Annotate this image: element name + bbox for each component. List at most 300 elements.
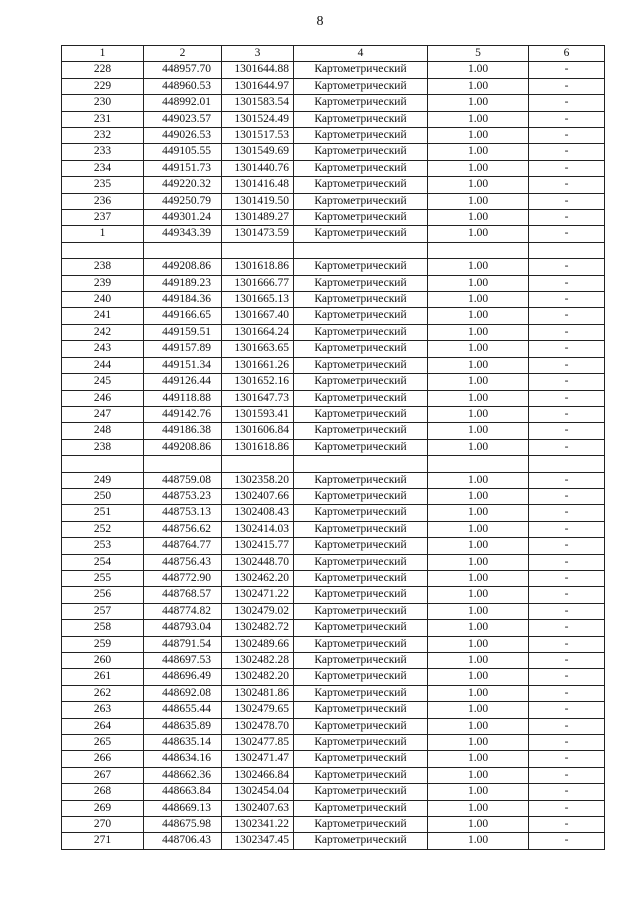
x-coordinate-cell: 448706.43 — [144, 833, 222, 849]
x-coordinate-cell: 449208.86 — [144, 439, 222, 455]
y-coordinate-cell: 1302482.72 — [222, 620, 294, 636]
method-cell — [294, 456, 428, 472]
point-number-cell: 239 — [62, 275, 144, 291]
point-number-cell: 235 — [62, 177, 144, 193]
table-row — [62, 406, 605, 422]
accuracy-cell: 1.00 — [428, 259, 529, 275]
y-coordinate-cell: 1301664.24 — [222, 324, 294, 340]
method-cell: Картометрический — [294, 210, 428, 226]
y-coordinate-cell: 1302407.66 — [222, 488, 294, 504]
table-row — [62, 817, 605, 833]
x-coordinate-cell: 449301.24 — [144, 210, 222, 226]
note-cell: - — [529, 292, 605, 308]
method-cell: Картометрический — [294, 308, 428, 324]
method-cell: Картометрический — [294, 111, 428, 127]
table-row — [62, 587, 605, 603]
y-coordinate-cell: 1302358.20 — [222, 472, 294, 488]
table-row — [62, 800, 605, 816]
method-cell: Картометрический — [294, 78, 428, 94]
x-coordinate-cell: 448697.53 — [144, 653, 222, 669]
x-coordinate-cell: 449026.53 — [144, 128, 222, 144]
note-cell: - — [529, 259, 605, 275]
method-cell: Картометрический — [294, 538, 428, 554]
method-cell: Картометрический — [294, 653, 428, 669]
y-coordinate-cell: 1302408.43 — [222, 505, 294, 521]
point-number-cell: 262 — [62, 685, 144, 701]
table-row — [62, 472, 605, 488]
x-coordinate-cell: 448768.57 — [144, 587, 222, 603]
note-cell: - — [529, 160, 605, 176]
column-header-1: 1 — [62, 46, 144, 62]
note-cell: - — [529, 62, 605, 78]
accuracy-cell: 1.00 — [428, 160, 529, 176]
column-header-5: 5 — [428, 46, 529, 62]
point-number-cell: 267 — [62, 767, 144, 783]
table-row — [62, 78, 605, 94]
note-cell: - — [529, 833, 605, 849]
note-cell: - — [529, 193, 605, 209]
table-row — [62, 341, 605, 357]
note-cell: - — [529, 275, 605, 291]
accuracy-cell: 1.00 — [428, 800, 529, 816]
table-row — [62, 702, 605, 718]
table-row — [62, 390, 605, 406]
method-cell: Картометрический — [294, 603, 428, 619]
method-cell: Картометрический — [294, 292, 428, 308]
table-row — [62, 128, 605, 144]
table-row — [62, 95, 605, 111]
table-row — [62, 144, 605, 160]
point-number-cell: 236 — [62, 193, 144, 209]
y-coordinate-cell: 1302415.77 — [222, 538, 294, 554]
accuracy-cell: 1.00 — [428, 817, 529, 833]
note-cell: - — [529, 653, 605, 669]
table-row — [62, 292, 605, 308]
y-coordinate-cell: 1302481.86 — [222, 685, 294, 701]
accuracy-cell: 1.00 — [428, 78, 529, 94]
accuracy-cell — [428, 242, 529, 258]
note-cell: - — [529, 390, 605, 406]
note-cell: - — [529, 177, 605, 193]
column-header-3: 3 — [222, 46, 294, 62]
method-cell: Картометрический — [294, 275, 428, 291]
method-cell: Картометрический — [294, 505, 428, 521]
method-cell: Картометрический — [294, 620, 428, 636]
x-coordinate-cell: 448992.01 — [144, 95, 222, 111]
note-cell: - — [529, 620, 605, 636]
accuracy-cell: 1.00 — [428, 521, 529, 537]
method-cell: Картометрический — [294, 488, 428, 504]
page-number: 8 — [316, 14, 324, 29]
note-cell: - — [529, 128, 605, 144]
point-number-cell: 252 — [62, 521, 144, 537]
y-coordinate-cell: 1302479.65 — [222, 702, 294, 718]
x-coordinate-cell: 448753.13 — [144, 505, 222, 521]
note-cell: - — [529, 702, 605, 718]
point-number-cell: 232 — [62, 128, 144, 144]
method-cell: Картометрический — [294, 374, 428, 390]
y-coordinate-cell: 1302482.20 — [222, 669, 294, 685]
coordinates-table — [61, 45, 605, 850]
x-coordinate-cell — [144, 456, 222, 472]
x-coordinate-cell: 449186.38 — [144, 423, 222, 439]
point-number-cell: 249 — [62, 472, 144, 488]
method-cell: Картометрический — [294, 800, 428, 816]
accuracy-cell: 1.00 — [428, 702, 529, 718]
x-coordinate-cell: 448635.14 — [144, 735, 222, 751]
note-cell: - — [529, 735, 605, 751]
method-cell: Картометрический — [294, 636, 428, 652]
accuracy-cell: 1.00 — [428, 324, 529, 340]
point-number-cell: 245 — [62, 374, 144, 390]
note-cell: - — [529, 324, 605, 340]
y-coordinate-cell: 1301489.27 — [222, 210, 294, 226]
y-coordinate-cell: 1301647.73 — [222, 390, 294, 406]
point-number-cell: 258 — [62, 620, 144, 636]
method-cell: Картометрический — [294, 193, 428, 209]
method-cell: Картометрический — [294, 702, 428, 718]
table-row — [62, 226, 605, 242]
y-coordinate-cell: 1302471.22 — [222, 587, 294, 603]
y-coordinate-cell: 1302482.28 — [222, 653, 294, 669]
x-coordinate-cell: 448692.08 — [144, 685, 222, 701]
method-cell: Картометрический — [294, 62, 428, 78]
accuracy-cell: 1.00 — [428, 308, 529, 324]
method-cell: Картометрический — [294, 259, 428, 275]
point-number-cell: 269 — [62, 800, 144, 816]
column-header-2: 2 — [144, 46, 222, 62]
y-coordinate-cell: 1301419.50 — [222, 193, 294, 209]
method-cell: Картометрический — [294, 669, 428, 685]
note-cell: - — [529, 308, 605, 324]
method-cell: Картометрический — [294, 390, 428, 406]
accuracy-cell: 1.00 — [428, 439, 529, 455]
y-coordinate-cell: 1301524.49 — [222, 111, 294, 127]
table-row — [62, 193, 605, 209]
note-cell: - — [529, 521, 605, 537]
y-coordinate-cell — [222, 456, 294, 472]
point-number-cell: 263 — [62, 702, 144, 718]
accuracy-cell: 1.00 — [428, 226, 529, 242]
note-cell: - — [529, 784, 605, 800]
x-coordinate-cell: 448756.62 — [144, 521, 222, 537]
note-cell: - — [529, 210, 605, 226]
x-coordinate-cell: 449189.23 — [144, 275, 222, 291]
note-cell: - — [529, 226, 605, 242]
y-coordinate-cell: 1301666.77 — [222, 275, 294, 291]
point-number-cell: 247 — [62, 406, 144, 422]
y-coordinate-cell: 1302479.02 — [222, 603, 294, 619]
y-coordinate-cell: 1301593.41 — [222, 406, 294, 422]
note-cell: - — [529, 472, 605, 488]
accuracy-cell: 1.00 — [428, 587, 529, 603]
point-number-cell: 240 — [62, 292, 144, 308]
method-cell: Картометрический — [294, 439, 428, 455]
point-number-cell: 234 — [62, 160, 144, 176]
accuracy-cell — [428, 456, 529, 472]
point-number-cell: 228 — [62, 62, 144, 78]
point-number-cell: 253 — [62, 538, 144, 554]
method-cell: Картометрический — [294, 718, 428, 734]
note-cell: - — [529, 111, 605, 127]
note-cell: - — [529, 767, 605, 783]
point-number-cell: 257 — [62, 603, 144, 619]
accuracy-cell: 1.00 — [428, 784, 529, 800]
accuracy-cell: 1.00 — [428, 177, 529, 193]
table-row — [62, 439, 605, 455]
method-cell — [294, 242, 428, 258]
y-coordinate-cell: 1301644.97 — [222, 78, 294, 94]
accuracy-cell: 1.00 — [428, 423, 529, 439]
note-cell — [529, 456, 605, 472]
table-row — [62, 160, 605, 176]
x-coordinate-cell: 448960.53 — [144, 78, 222, 94]
x-coordinate-cell: 449166.65 — [144, 308, 222, 324]
accuracy-cell: 1.00 — [428, 357, 529, 373]
x-coordinate-cell: 448655.44 — [144, 702, 222, 718]
note-cell: - — [529, 685, 605, 701]
accuracy-cell: 1.00 — [428, 505, 529, 521]
table-body — [62, 62, 605, 849]
method-cell: Картометрический — [294, 160, 428, 176]
note-cell: - — [529, 78, 605, 94]
table-row — [62, 275, 605, 291]
method-cell: Картометрический — [294, 324, 428, 340]
note-cell: - — [529, 406, 605, 422]
point-number-cell: 230 — [62, 95, 144, 111]
note-cell: - — [529, 669, 605, 685]
point-number-cell: 243 — [62, 341, 144, 357]
method-cell: Картометрический — [294, 226, 428, 242]
table-row — [62, 735, 605, 751]
note-cell: - — [529, 357, 605, 373]
point-number-cell: 259 — [62, 636, 144, 652]
table-row — [62, 423, 605, 439]
x-coordinate-cell: 449208.86 — [144, 259, 222, 275]
x-coordinate-cell: 449343.39 — [144, 226, 222, 242]
method-cell: Картометрический — [294, 784, 428, 800]
table-row — [62, 570, 605, 586]
y-coordinate-cell: 1302407.63 — [222, 800, 294, 816]
y-coordinate-cell: 1301583.54 — [222, 95, 294, 111]
accuracy-cell: 1.00 — [428, 767, 529, 783]
y-coordinate-cell: 1302462.20 — [222, 570, 294, 586]
point-number-cell: 264 — [62, 718, 144, 734]
y-coordinate-cell: 1301652.16 — [222, 374, 294, 390]
point-number-cell: 260 — [62, 653, 144, 669]
note-cell: - — [529, 718, 605, 734]
note-cell: - — [529, 570, 605, 586]
accuracy-cell: 1.00 — [428, 538, 529, 554]
point-number-cell: 266 — [62, 751, 144, 767]
point-number-cell: 231 — [62, 111, 144, 127]
method-cell: Картометрический — [294, 587, 428, 603]
point-number-cell: 1 — [62, 226, 144, 242]
accuracy-cell: 1.00 — [428, 570, 529, 586]
accuracy-cell: 1.00 — [428, 472, 529, 488]
accuracy-cell: 1.00 — [428, 636, 529, 652]
x-coordinate-cell: 448759.08 — [144, 472, 222, 488]
accuracy-cell: 1.00 — [428, 833, 529, 849]
column-header-6: 6 — [529, 46, 605, 62]
accuracy-cell: 1.00 — [428, 751, 529, 767]
method-cell: Картометрический — [294, 177, 428, 193]
y-coordinate-cell: 1301667.40 — [222, 308, 294, 324]
table-row — [62, 620, 605, 636]
x-coordinate-cell — [144, 242, 222, 258]
table-row — [62, 554, 605, 570]
y-coordinate-cell: 1302478.70 — [222, 718, 294, 734]
y-coordinate-cell: 1301663.65 — [222, 341, 294, 357]
point-number-cell: 238 — [62, 259, 144, 275]
note-cell: - — [529, 817, 605, 833]
note-cell: - — [529, 95, 605, 111]
x-coordinate-cell: 449126.44 — [144, 374, 222, 390]
point-number-cell: 255 — [62, 570, 144, 586]
accuracy-cell: 1.00 — [428, 653, 529, 669]
point-number-cell: 248 — [62, 423, 144, 439]
point-number-cell: 256 — [62, 587, 144, 603]
note-cell: - — [529, 439, 605, 455]
note-cell: - — [529, 423, 605, 439]
table-row — [62, 685, 605, 701]
accuracy-cell: 1.00 — [428, 62, 529, 78]
table-row — [62, 521, 605, 537]
accuracy-cell: 1.00 — [428, 488, 529, 504]
accuracy-cell: 1.00 — [428, 669, 529, 685]
table-row — [62, 784, 605, 800]
note-cell: - — [529, 538, 605, 554]
point-number-cell: 229 — [62, 78, 144, 94]
x-coordinate-cell: 448791.54 — [144, 636, 222, 652]
point-number-cell: 242 — [62, 324, 144, 340]
y-coordinate-cell: 1301618.86 — [222, 259, 294, 275]
table-row — [62, 653, 605, 669]
method-cell: Картометрический — [294, 751, 428, 767]
method-cell: Картометрический — [294, 128, 428, 144]
x-coordinate-cell: 448675.98 — [144, 817, 222, 833]
x-coordinate-cell: 449220.32 — [144, 177, 222, 193]
table-row — [62, 488, 605, 504]
note-cell — [529, 242, 605, 258]
y-coordinate-cell: 1302454.04 — [222, 784, 294, 800]
accuracy-cell: 1.00 — [428, 128, 529, 144]
table-row — [62, 669, 605, 685]
accuracy-cell: 1.00 — [428, 210, 529, 226]
table-row — [62, 308, 605, 324]
y-coordinate-cell: 1302477.85 — [222, 735, 294, 751]
accuracy-cell: 1.00 — [428, 554, 529, 570]
y-coordinate-cell: 1301644.88 — [222, 62, 294, 78]
point-number-cell: 237 — [62, 210, 144, 226]
x-coordinate-cell: 449142.76 — [144, 406, 222, 422]
method-cell: Картометрический — [294, 767, 428, 783]
y-coordinate-cell: 1302489.66 — [222, 636, 294, 652]
x-coordinate-cell: 448635.89 — [144, 718, 222, 734]
column-header-4: 4 — [294, 46, 428, 62]
point-number-cell: 261 — [62, 669, 144, 685]
note-cell: - — [529, 374, 605, 390]
accuracy-cell: 1.00 — [428, 193, 529, 209]
x-coordinate-cell: 448756.43 — [144, 554, 222, 570]
table-row — [62, 767, 605, 783]
x-coordinate-cell: 448774.82 — [144, 603, 222, 619]
method-cell: Картометрический — [294, 685, 428, 701]
y-coordinate-cell: 1301665.13 — [222, 292, 294, 308]
table-row — [62, 357, 605, 373]
table-row — [62, 177, 605, 193]
x-coordinate-cell: 449250.79 — [144, 193, 222, 209]
method-cell: Картометрический — [294, 521, 428, 537]
point-number-cell: 254 — [62, 554, 144, 570]
table-row — [62, 242, 605, 258]
table-row — [62, 603, 605, 619]
x-coordinate-cell: 448663.84 — [144, 784, 222, 800]
table-header-row — [62, 46, 605, 62]
method-cell: Картометрический — [294, 817, 428, 833]
y-coordinate-cell: 1301606.84 — [222, 423, 294, 439]
x-coordinate-cell: 448696.49 — [144, 669, 222, 685]
y-coordinate-cell: 1301549.69 — [222, 144, 294, 160]
y-coordinate-cell: 1302347.45 — [222, 833, 294, 849]
method-cell: Картометрический — [294, 735, 428, 751]
x-coordinate-cell: 448634.16 — [144, 751, 222, 767]
table-row — [62, 374, 605, 390]
note-cell: - — [529, 636, 605, 652]
point-number-cell: 265 — [62, 735, 144, 751]
point-number-cell: 268 — [62, 784, 144, 800]
table-row — [62, 210, 605, 226]
x-coordinate-cell: 448753.23 — [144, 488, 222, 504]
note-cell: - — [529, 488, 605, 504]
y-coordinate-cell: 1301440.76 — [222, 160, 294, 176]
y-coordinate-cell — [222, 242, 294, 258]
method-cell: Картометрический — [294, 144, 428, 160]
table-row — [62, 636, 605, 652]
point-number-cell — [62, 456, 144, 472]
table-row — [62, 62, 605, 78]
accuracy-cell: 1.00 — [428, 685, 529, 701]
accuracy-cell: 1.00 — [428, 111, 529, 127]
x-coordinate-cell: 449151.73 — [144, 160, 222, 176]
x-coordinate-cell: 448793.04 — [144, 620, 222, 636]
point-number-cell: 251 — [62, 505, 144, 521]
x-coordinate-cell: 448764.77 — [144, 538, 222, 554]
accuracy-cell: 1.00 — [428, 406, 529, 422]
note-cell: - — [529, 800, 605, 816]
note-cell: - — [529, 587, 605, 603]
table-row — [62, 505, 605, 521]
accuracy-cell: 1.00 — [428, 735, 529, 751]
method-cell: Картометрический — [294, 357, 428, 373]
point-number-cell: 271 — [62, 833, 144, 849]
accuracy-cell: 1.00 — [428, 603, 529, 619]
table-row — [62, 111, 605, 127]
table-row — [62, 538, 605, 554]
method-cell: Картометрический — [294, 406, 428, 422]
point-number-cell: 250 — [62, 488, 144, 504]
y-coordinate-cell: 1301517.53 — [222, 128, 294, 144]
note-cell: - — [529, 751, 605, 767]
x-coordinate-cell: 448957.70 — [144, 62, 222, 78]
point-number-cell — [62, 242, 144, 258]
x-coordinate-cell: 449023.57 — [144, 111, 222, 127]
accuracy-cell: 1.00 — [428, 374, 529, 390]
accuracy-cell: 1.00 — [428, 390, 529, 406]
note-cell: - — [529, 554, 605, 570]
table-row — [62, 751, 605, 767]
point-number-cell: 241 — [62, 308, 144, 324]
